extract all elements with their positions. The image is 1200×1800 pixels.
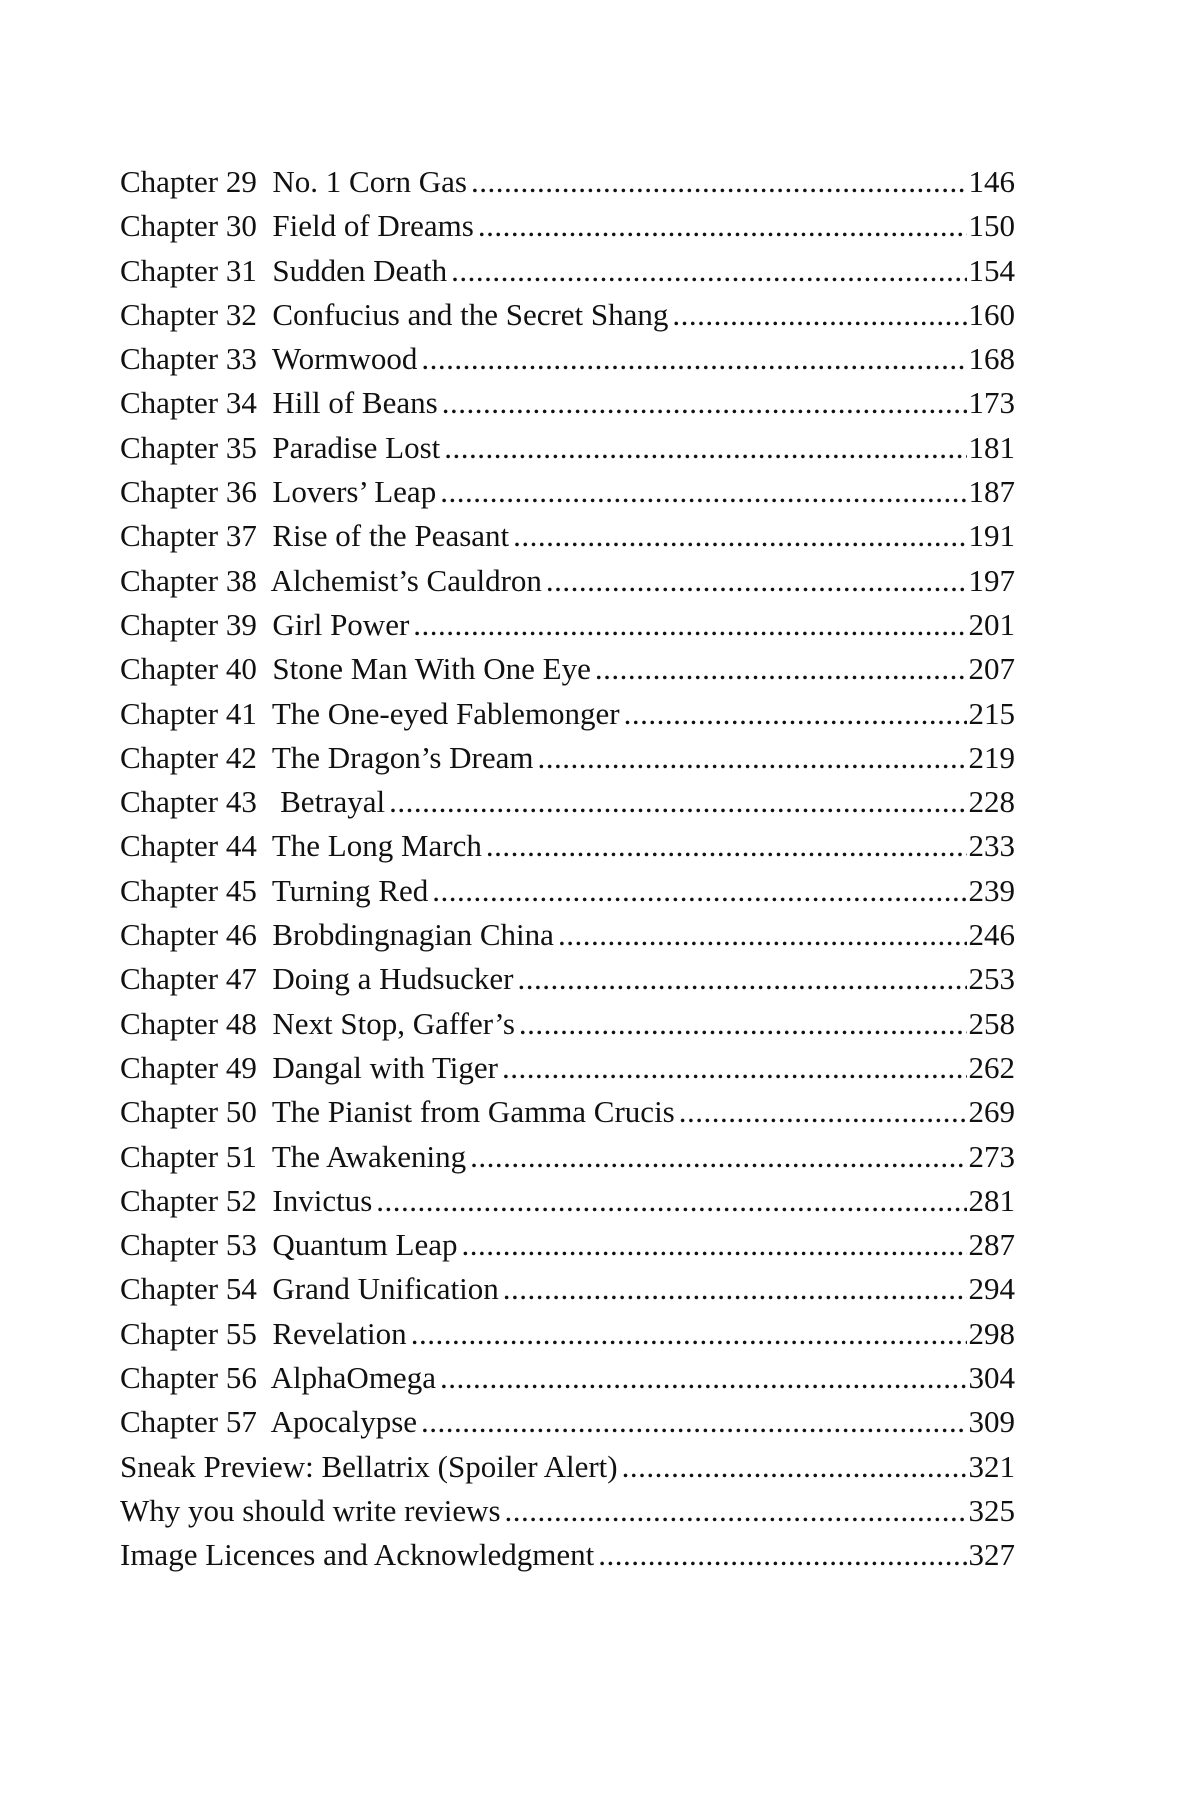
- toc-entry[interactable]: [120, 1179, 1015, 1223]
- toc-entry-page-number: 201: [968, 606, 1015, 642]
- dot-leader: [620, 1445, 967, 1489]
- toc-entry-title: Chapter 41 The One-eyed Fablemonger: [120, 695, 620, 731]
- toc-entry[interactable]: [120, 1046, 1015, 1090]
- toc-entry-title: Chapter 40 Stone Man With One Eye: [120, 651, 591, 687]
- dot-leader: [419, 337, 967, 381]
- toc-entry-page-number: 253: [968, 961, 1015, 997]
- toc-entry-page-number: 239: [968, 872, 1015, 908]
- toc-entry[interactable]: [120, 1533, 1015, 1577]
- toc-entry-title: Chapter 39 Girl Power: [120, 606, 410, 642]
- toc-entry-page-number: 146: [968, 164, 1015, 199]
- toc-entry-page-number: 304: [968, 1360, 1015, 1396]
- toc-entry[interactable]: [120, 1135, 1015, 1179]
- dot-leader: [430, 869, 967, 913]
- toc-entry-title: Chapter 56 AlphaOmega: [120, 1360, 436, 1396]
- toc-entry-title: Chapter 34 Hill of Beans: [120, 385, 438, 421]
- toc-entry[interactable]: [120, 293, 1015, 337]
- toc-entry[interactable]: [120, 426, 1015, 470]
- dot-leader: [511, 514, 967, 558]
- toc-entry-title: Chapter 37 Rise of the Peasant: [120, 518, 510, 554]
- toc-entry[interactable]: [120, 337, 1015, 381]
- toc-entry-title: Chapter 49 Dangal with Tiger: [120, 1049, 498, 1085]
- toc-entry-page-number: 258: [968, 1005, 1015, 1041]
- dot-leader: [556, 913, 967, 957]
- toc-entry-page-number: 298: [968, 1315, 1015, 1351]
- toc-entry-page-number: 173: [968, 385, 1015, 421]
- toc-entry-title: Chapter 46 Brobdingnagian China: [120, 917, 554, 953]
- dot-leader: [677, 1090, 967, 1134]
- toc-entry-page-number: 160: [968, 296, 1015, 332]
- toc-entry-title: Chapter 31 Sudden Death: [120, 252, 448, 288]
- dot-leader: [593, 647, 967, 691]
- toc-entry-page-number: 321: [968, 1448, 1015, 1484]
- toc-entry-page-number: 309: [968, 1404, 1015, 1440]
- toc-entry-title: Chapter 43 Betrayal: [120, 784, 386, 820]
- dot-leader: [484, 824, 967, 868]
- toc-entry[interactable]: [120, 1445, 1015, 1489]
- dot-leader: [442, 426, 967, 470]
- dot-leader: [419, 1400, 967, 1444]
- toc-entry-title: Chapter 45 Turning Red: [120, 872, 429, 908]
- toc-entry-title: Image Licences and Acknowledgment: [120, 1537, 595, 1573]
- toc-entry-title: Chapter 57 Apocalypse: [120, 1404, 418, 1440]
- toc-entry[interactable]: [120, 160, 1015, 204]
- toc-entry-page-number: 262: [968, 1049, 1015, 1085]
- toc-entry-page-number: 215: [968, 695, 1015, 731]
- toc-entry-title: Chapter 36 Lovers’ Leap: [120, 474, 437, 510]
- toc-entry[interactable]: [120, 381, 1015, 425]
- toc-entry[interactable]: [120, 603, 1015, 647]
- dot-leader: [670, 293, 967, 337]
- dot-leader: [476, 204, 967, 248]
- dot-leader: [438, 1356, 967, 1400]
- toc-entry-title: Chapter 38 Alchemist’s Cauldron: [120, 562, 542, 598]
- toc-entry[interactable]: [120, 1267, 1015, 1311]
- dot-leader: [517, 1002, 967, 1046]
- toc-entry-title: Chapter 52 Invictus: [120, 1182, 373, 1218]
- toc-entry-title: Chapter 35 Paradise Lost: [120, 429, 441, 465]
- toc-entry-page-number: 197: [968, 562, 1015, 598]
- toc-entry-title: Chapter 32 Confucius and the Secret Shang: [120, 296, 669, 332]
- toc-entry[interactable]: [120, 1356, 1015, 1400]
- toc-entry-title: Chapter 29 No. 1 Corn Gas: [120, 164, 467, 199]
- toc-entry[interactable]: [120, 514, 1015, 558]
- toc-entry[interactable]: [120, 780, 1015, 824]
- toc-entry-page-number: 168: [968, 341, 1015, 377]
- dot-leader: [411, 603, 967, 647]
- toc-entry[interactable]: [120, 249, 1015, 293]
- toc-entry-title: Chapter 51 The Awakening: [120, 1138, 467, 1174]
- toc-entry[interactable]: [120, 559, 1015, 603]
- toc-entry-page-number: 273: [968, 1138, 1015, 1174]
- dot-leader: [449, 249, 967, 293]
- toc-entry-title: Chapter 30 Field of Dreams: [120, 208, 474, 244]
- toc-entry[interactable]: [120, 470, 1015, 514]
- toc-entry[interactable]: [120, 824, 1015, 868]
- toc-entry-page-number: 325: [968, 1492, 1015, 1528]
- toc-entry-page-number: 246: [968, 917, 1015, 953]
- toc-entry-title: Chapter 44 The Long March: [120, 828, 482, 864]
- toc-entry-title: Chapter 50 The Pianist from Gamma Crucis: [120, 1094, 675, 1130]
- toc-entry-page-number: 294: [968, 1271, 1015, 1307]
- toc-entry-page-number: 191: [968, 518, 1015, 554]
- toc-entry[interactable]: [120, 1223, 1015, 1267]
- toc-entry[interactable]: [120, 647, 1015, 691]
- dot-leader: [438, 470, 967, 514]
- toc-entry[interactable]: [120, 692, 1015, 736]
- dot-leader: [622, 692, 967, 736]
- toc-entry-title: Sneak Preview: Bellatrix (Spoiler Alert): [120, 1448, 618, 1484]
- toc-entry-page-number: 187: [968, 474, 1015, 510]
- toc-entry[interactable]: [120, 1400, 1015, 1444]
- toc-entry-title: Chapter 48 Next Stop, Gaffer’s: [120, 1005, 515, 1041]
- toc-entry-page-number: 281: [968, 1182, 1015, 1218]
- toc-entry-title: Chapter 53 Quantum Leap: [120, 1227, 458, 1263]
- toc-entry[interactable]: [120, 957, 1015, 1001]
- dot-leader: [544, 559, 967, 603]
- dot-leader: [440, 381, 967, 425]
- dot-leader: [596, 1533, 967, 1577]
- dot-leader: [409, 1312, 967, 1356]
- toc-entry-page-number: 207: [968, 651, 1015, 687]
- toc-entry-page-number: 327: [968, 1537, 1015, 1573]
- toc-entry-page-number: 150: [968, 208, 1015, 244]
- toc-entry-page-number: 287: [968, 1227, 1015, 1263]
- dot-leader: [387, 780, 967, 824]
- toc-entry-title: Chapter 47 Doing a Hudsucker: [120, 961, 514, 997]
- dot-leader: [469, 160, 967, 204]
- dot-leader: [459, 1223, 967, 1267]
- toc-entry[interactable]: [120, 1489, 1015, 1533]
- table-of-contents: [120, 160, 1015, 1578]
- toc-entry[interactable]: [120, 1090, 1015, 1134]
- toc-entry-title: Chapter 55 Revelation: [120, 1315, 407, 1351]
- toc-entry[interactable]: [120, 1002, 1015, 1046]
- dot-leader: [501, 1267, 967, 1311]
- toc-entry-page-number: 154: [968, 252, 1015, 288]
- toc-entry[interactable]: [120, 869, 1015, 913]
- toc-entry[interactable]: [120, 913, 1015, 957]
- dot-leader: [515, 957, 967, 1001]
- toc-entry-page-number: 228: [968, 784, 1015, 820]
- dot-leader: [468, 1135, 967, 1179]
- toc-entry-title: Chapter 54 Grand Unification: [120, 1271, 499, 1307]
- toc-entry[interactable]: [120, 204, 1015, 248]
- toc-entry-page-number: 181: [968, 429, 1015, 465]
- dot-leader: [500, 1046, 967, 1090]
- dot-leader: [503, 1489, 967, 1533]
- toc-entry[interactable]: [120, 1312, 1015, 1356]
- dot-leader: [374, 1179, 967, 1223]
- toc-entry-title: Chapter 33 Wormwood: [120, 341, 418, 377]
- toc-entry-page-number: 219: [968, 739, 1015, 775]
- dot-leader: [536, 736, 967, 780]
- toc-entry-page-number: 269: [968, 1094, 1015, 1130]
- toc-entry-title: Chapter 42 The Dragon’s Dream: [120, 739, 534, 775]
- toc-entry-title: Why you should write reviews: [120, 1492, 501, 1528]
- toc-entry[interactable]: [120, 736, 1015, 780]
- toc-entry-page-number: 233: [968, 828, 1015, 864]
